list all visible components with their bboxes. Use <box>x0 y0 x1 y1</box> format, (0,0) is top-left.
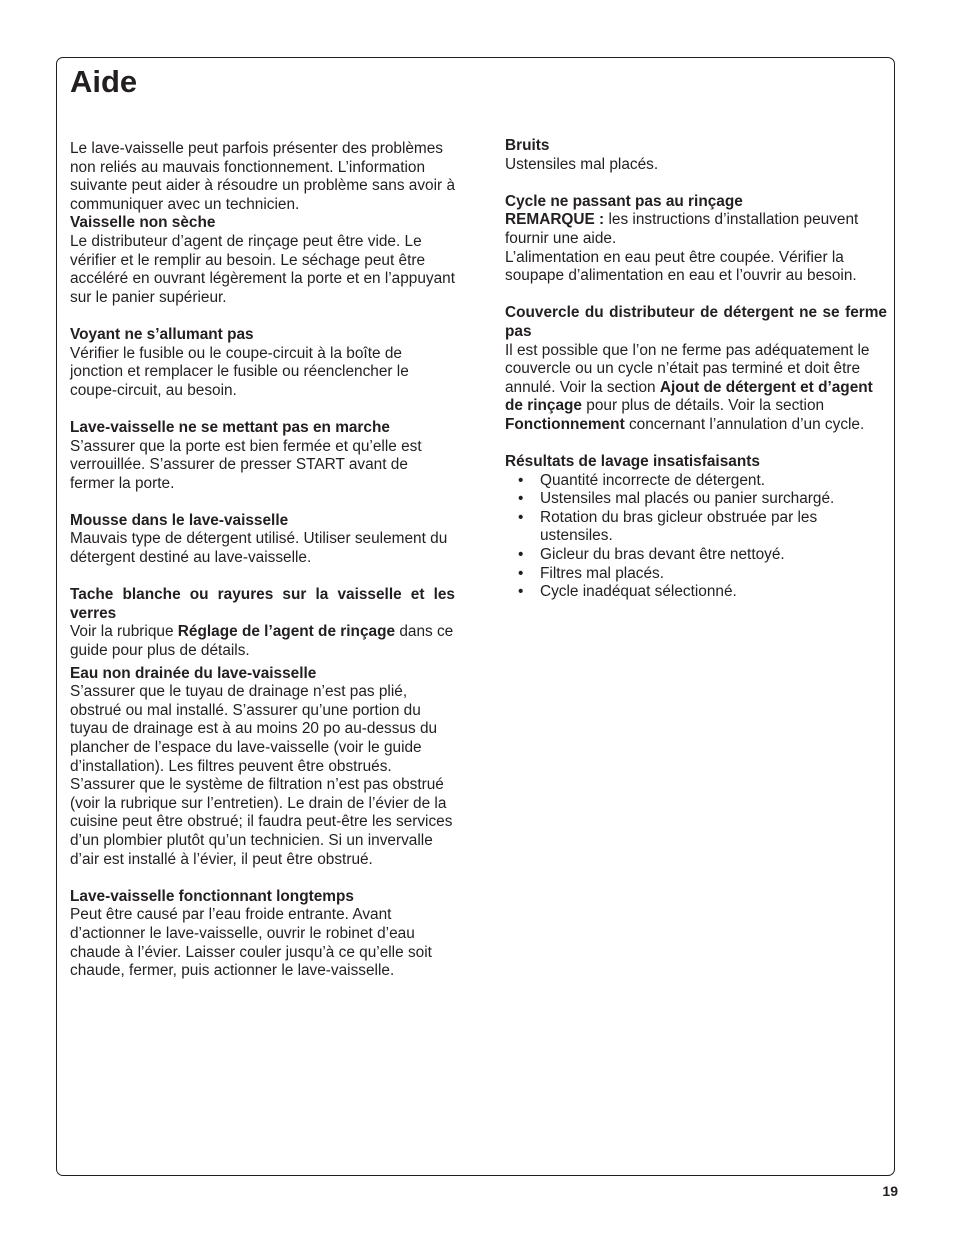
section-body: Peut être causé par l’eau froide entrante. Avant d’actionner le lave-vaisselle, ouvrir le robinet d’eau chaude à l’évier. Laisser couler jusqu’à ce qu’elle soit chaude, fermer, puis actionner le lave-vaisselle. <box>70 906 432 980</box>
section-marche <box>70 419 455 493</box>
section-cycle <box>505 193 887 286</box>
section-body: Mauvais type de détergent utilisé. Utiliser seulement du détergent destiné au lave-vaisselle. <box>70 530 448 567</box>
section-heading: Cycle ne passant pas au rinçage <box>505 192 743 210</box>
section-bruits <box>505 137 887 174</box>
section-body: S’assurer que le tuyau de drainage n’est pas plié, obstrué ou mal installé. S’assurer qu’une portion du tuyau de drainage est à au moins 20 po au-dessus du plancher de l’espace du lave-vaisselle (voir le guide d’installation). Les filtres peuvent être obstrués. S’assurer que le système de filtration n’est pas obstrué (voir la rubrique sur l’entretien). Le drain de l’évier de la cuisine peut être obstrué; il faudra peut-être les services d’un plombier plutôt qu’un technicien. Si un invervalle d’air est installé à l’évier, il peut être obstrué. <box>70 683 453 868</box>
section-heading: Mousse dans le lave-vaisselle <box>70 511 289 529</box>
section-body <box>505 342 887 435</box>
section-body: Le distributeur d’agent de rinçage peut être vide. Le vérifier et le remplir au besoin. Le séchage peut être accéléré en ouvrant légèrement la porte et en l’appuyant sur le panier supérieur. <box>70 232 456 306</box>
list-item: • Cycle inadéquat sélectionné. <box>505 583 887 602</box>
section-heading: Eau non drainée du lave-vaisselle <box>70 664 317 682</box>
section-voyant <box>70 326 455 400</box>
page-title: Aide <box>70 64 138 99</box>
intro-paragraph: Le lave-vaisselle peut parfois présenter des problèmes non reliés au mauvais fonctionnement. L’information suivante peut aider à résoudre un problème sans avoir à communiquer avec un technicien. <box>70 140 455 213</box>
section-note <box>505 211 887 248</box>
note-label: REMARQUE : <box>505 211 605 229</box>
section-heading: Résultats de lavage insatisfaisants <box>505 453 760 471</box>
reference-bold: Ajout de détergent et d’agent de rinçage <box>505 378 873 415</box>
list-item: • Rotation du bras gicleur obstruée par les ustensiles. <box>505 509 887 546</box>
reference-bold: Fonctionnement <box>505 415 625 433</box>
section-heading: Lave-vaisselle ne se mettant pas en marche <box>70 418 390 436</box>
section-heading: Bruits <box>505 137 550 154</box>
section-mousse <box>70 512 455 568</box>
section-tache <box>70 586 455 660</box>
list-item: • Filtres mal placés. <box>505 565 887 584</box>
section-eau <box>70 665 455 870</box>
body-text: Voir la rubrique <box>70 623 178 641</box>
section-resultats <box>505 453 887 602</box>
body-text: concernant l’annulation d’un cycle. <box>624 415 865 433</box>
list-item: • Ustensiles mal placés ou panier surchargé. <box>505 490 887 509</box>
reference-bold: Réglage de l’agent de rinçage <box>177 623 396 641</box>
section-heading: Lave-vaisselle fonctionnant longtemps <box>70 887 354 905</box>
right-column <box>505 137 887 620</box>
body-text: dans ce guide pour plus de détails. <box>70 623 454 660</box>
body-text: Il est possible que l’on ne ferme pas adéquatement le couvercle ou un cycle n’était pas terminé et doit être annulé. Voir la section <box>505 341 870 396</box>
list-item: • Quantité incorrecte de détergent. <box>505 472 887 491</box>
section-body: Vérifier le fusible ou le coupe-circuit à la boîte de jonction et remplacer le fusible ou réenclencher le coupe-circuit, au besoin. <box>70 344 409 399</box>
note-text: les instructions d’installation peuvent fournir une aide. <box>505 211 859 247</box>
bullet-list <box>505 472 887 602</box>
section-vaisselle-non-seche <box>70 214 455 307</box>
section-body <box>70 623 455 660</box>
section-heading: Vaisselle non sèche <box>70 214 216 232</box>
section-couvercle <box>505 304 887 434</box>
section-longtemps <box>70 888 455 981</box>
section-heading: Couvercle du distributeur de détergent ne se ferme pas <box>505 304 887 340</box>
section-body: S’assurer que la porte est bien fermée et qu’elle est verrouillée. S’assurer de presser START avant de fermer la porte. <box>70 437 422 492</box>
section-body: L’alimentation en eau peut être coupée. Vérifier la soupape d’alimentation en eau et l’ouvrir au besoin. <box>505 248 857 285</box>
section-body: Ustensiles mal placés. <box>505 155 659 173</box>
left-column <box>70 140 455 999</box>
page-number: 19 <box>882 1183 898 1199</box>
list-item: • Gicleur du bras devant être nettoyé. <box>505 546 887 565</box>
section-heading: Voyant ne s’allumant pas <box>70 325 254 343</box>
section-heading: Tache blanche ou rayures sur la vaisselle et les verres <box>70 586 455 622</box>
body-text: pour plus de détails. Voir la section <box>581 397 825 415</box>
